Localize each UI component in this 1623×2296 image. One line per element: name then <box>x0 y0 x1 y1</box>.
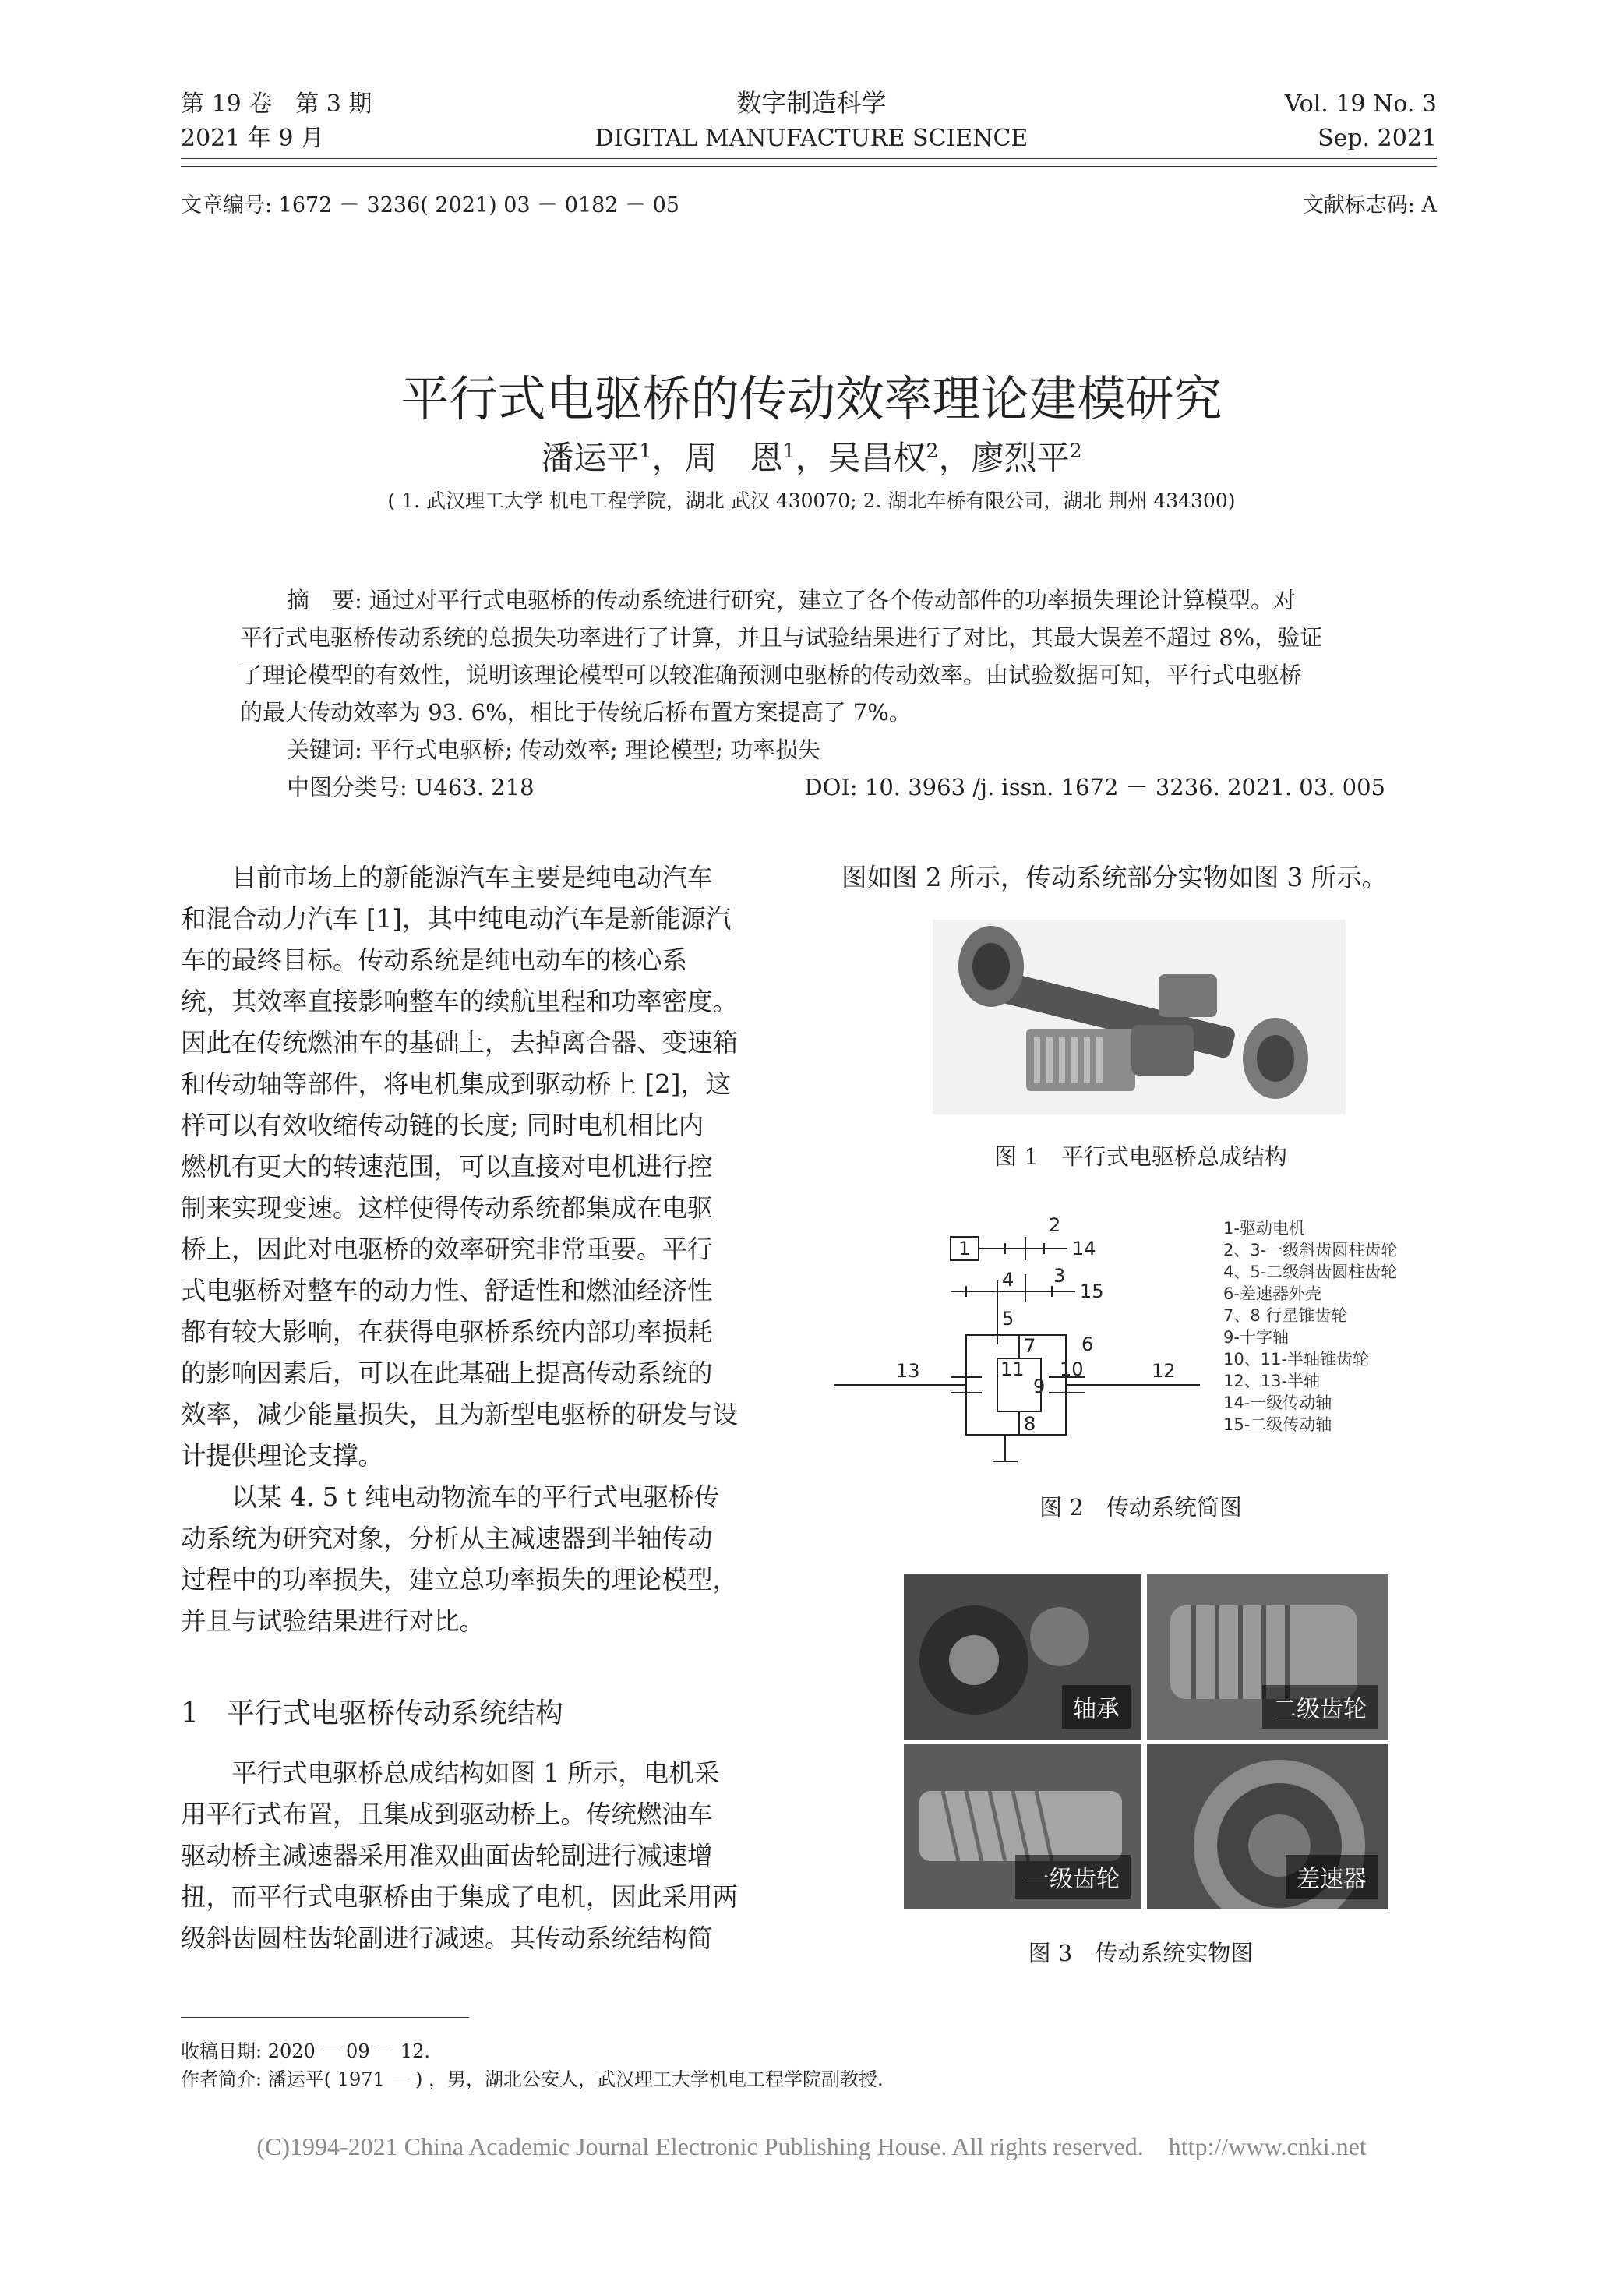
figure-1-caption: 图 1 平行式电驱桥总成结构 <box>994 1143 1287 1170</box>
footnote-rule <box>181 2017 469 2018</box>
body-line: 图如图 2 所示，传动系统部分实物如图 3 所示。 <box>841 863 1388 892</box>
legend-item: 6-差速器外壳 <box>1223 1284 1321 1303</box>
paper-title: 平行式电驱桥的传动效率理论建模研究 <box>400 370 1223 427</box>
section-heading: 1 平行式电驱桥传动系统结构 <box>181 1697 563 1729</box>
authors-line: 潘运平$^1$，周 恩$^1$，吴昌权$^2$，廖烈平$^2$ <box>541 439 1082 477</box>
header-volume: 第 19 卷 第 3 期 <box>181 90 372 118</box>
diagram-number: 8 <box>1024 1413 1036 1435</box>
journal-title-cn: 数字制造科学 <box>736 88 887 118</box>
article-number: 文章编号: 1672 － 3236( 2021) 03 － 0182 － 05 <box>181 193 679 217</box>
diagram-number: 10 <box>1060 1358 1084 1380</box>
author-bio: 作者简介: 潘运平( 1971 － ) ，男，湖北公安人，武汉理工大学机电工程学院副教授. <box>181 2068 884 2090</box>
legend-item: 12、13-半轴 <box>1223 1372 1321 1390</box>
diagram-number: 13 <box>896 1360 920 1382</box>
body-line: 级斜齿圆柱齿轮副进行减速。其传动系统结构简 <box>181 1923 713 1953</box>
clc-number: 中图分类号: U463. 218 <box>287 774 535 800</box>
abstract-line: 了理论模型的有效性，说明该理论模型可以较准确预测电驱桥的传动效率。由试验数据可知，平行式电驱桥 <box>240 662 1303 688</box>
figure-2-caption: 图 2 传动系统简图 <box>1039 1494 1242 1521</box>
figure-2-diagram <box>834 1212 1449 1469</box>
legend-item: 14-一级传动轴 <box>1223 1393 1332 1412</box>
author-name: 廖烈平 <box>971 439 1070 477</box>
doi: DOI: 10. 3963 /j. issn. 1672 － 3236. 2021. 03. 005 <box>804 774 1385 800</box>
body-line: 过程中的功率损失，建立总功率损失的理论模型， <box>181 1565 739 1595</box>
photo-label: 一级齿轮 <box>1015 1855 1131 1899</box>
document-code: 文献标志码: A <box>1302 193 1437 217</box>
header-date-en: Sep. 2021 <box>1318 125 1437 152</box>
body-line: 并且与试验结果进行对比。 <box>181 1606 485 1636</box>
intro-paragraphs <box>181 857 782 1642</box>
copyright-notice: (C)1994-2021 China Academic Journal Electronic Publishing House. All rights reserved. http://www.cnki.net <box>256 2132 1367 2160</box>
body-line: 统，其效率直接影响整车的续航里程和功率密度。 <box>181 987 739 1016</box>
legend-item: 4、5-二级斜齿圆柱齿轮 <box>1223 1263 1398 1281</box>
abstract-line: 的最大传动效率为 93. 6%，相比于传统后桥布置方案提高了 7%。 <box>240 699 912 726</box>
body-line: 平行式电驱桥总成结构如图 1 所示，电机采 <box>231 1758 720 1788</box>
legend-item: 2、3-一级斜齿圆柱齿轮 <box>1223 1241 1398 1259</box>
diagram-number: 5 <box>1002 1308 1014 1330</box>
photo-label: 二级齿轮 <box>1262 1685 1378 1729</box>
diagram-number: 2 <box>1049 1214 1061 1236</box>
photo-label: 轴承 <box>1062 1685 1131 1729</box>
body-line: 驱动桥主减速器采用准双曲面齿轮副进行减速增 <box>181 1841 713 1870</box>
body-line: 燃机有更大的转速范围，可以直接对电机进行控 <box>181 1152 713 1182</box>
body-line: 用平行式布置，且集成到驱动桥上。传统燃油车 <box>181 1800 713 1829</box>
photo-label: 差速器 <box>1286 1855 1378 1899</box>
diagram-number: 4 <box>1002 1269 1014 1291</box>
body-line: 以某 4. 5 t 纯电动物流车的平行式电驱桥传 <box>231 1482 720 1512</box>
body-line: 扭，而平行式电驱桥由于集成了电机，因此采用两 <box>181 1882 739 1912</box>
diagram-number: 9 <box>1033 1376 1046 1397</box>
legend-item: 10、11-半轴锥齿轮 <box>1223 1350 1370 1369</box>
body-line: 车的最终目标。传动系统是纯电动车的核心系 <box>181 945 688 975</box>
diagram-number: 15 <box>1080 1280 1104 1302</box>
diagram-number: 1 <box>958 1238 971 1259</box>
abstract-line: 摘 要: 通过对平行式电驱桥的传动系统进行研究，建立了各个传动部件的功率损失理论计算模型。对 <box>287 587 1296 613</box>
figure-1-image <box>933 920 1346 1114</box>
affiliations: ( 1. 武汉理工大学 机电工程学院，湖北 武汉 430070; 2. 湖北车桥有限公司，湖北 荆州 434300) <box>387 489 1236 512</box>
journal-title-en: DIGITAL MANUFACTURE SCIENCE <box>595 125 1028 152</box>
diagram-number: 12 <box>1152 1360 1176 1382</box>
body-line: 计提供理论支撑。 <box>181 1441 384 1471</box>
legend-item: 15-二级传动轴 <box>1223 1415 1332 1434</box>
received-date: 收稿日期: 2020 － 09 － 12. <box>181 2040 431 2062</box>
body-line: 和混合动力汽车 [1]，其中纯电动汽车是新能源汽 <box>181 904 732 934</box>
diagram-number: 3 <box>1053 1265 1066 1287</box>
diagram-number: 14 <box>1072 1238 1096 1259</box>
header-rule <box>181 158 1437 167</box>
body-line: 目前市场上的新能源汽车主要是纯电动汽车 <box>231 863 713 892</box>
body-line: 桥上，因此对电驱桥的效率研究非常重要。平行 <box>181 1235 713 1264</box>
body-line: 都有较大影响，在获得电驱桥系统内部功率损耗 <box>181 1317 713 1347</box>
author-name: 潘运平 <box>541 439 640 477</box>
author-name: 周 恩 <box>684 439 783 477</box>
author-name: 吴昌权 <box>827 439 926 477</box>
diagram-number: 6 <box>1081 1333 1094 1355</box>
body-line: 动系统为研究对象，分析从主减速器到半轴传动 <box>181 1524 713 1553</box>
diagram-number: 11 <box>1000 1358 1025 1380</box>
section-paragraph <box>181 1753 782 1959</box>
body-line: 和传动轴等部件，将电机集成到驱动桥上 [2]，这 <box>181 1069 732 1099</box>
legend-item: 1-驱动电机 <box>1223 1219 1305 1238</box>
figure-3-caption: 图 3 传动系统实物图 <box>1028 1940 1254 1966</box>
legend-item: 9-十字轴 <box>1223 1328 1289 1347</box>
figure-3-image <box>904 1574 1388 1909</box>
diagram-number: 7 <box>1024 1335 1036 1357</box>
body-line: 效率，减少能量损失，且为新型电驱桥的研发与设 <box>181 1400 739 1429</box>
body-line: 样可以有效收缩传动链的长度; 同时电机相比内 <box>181 1111 704 1140</box>
header-volume-en: Vol. 19 No. 3 <box>1284 90 1437 118</box>
legend-item: 7、8 行星锥齿轮 <box>1223 1306 1348 1325</box>
header-date-cn: 2021 年 9 月 <box>181 125 325 152</box>
body-line: 因此在传统燃油车的基础上，去掉离合器、变速箱 <box>181 1028 739 1058</box>
abstract <box>240 581 1385 806</box>
body-line: 的影响因素后，可以在此基础上提高传动系统的 <box>181 1358 713 1388</box>
body-line: 制来实现变速。这样使得传动系统都集成在电驱 <box>181 1193 713 1223</box>
keywords: 关键词: 平行式电驱桥; 传动效率; 理论模型; 功率损失 <box>287 736 820 763</box>
body-line: 式电驱桥对整车的动力性、舒适性和燃油经济性 <box>181 1276 713 1305</box>
abstract-line: 平行式电驱桥传动系统的总损失功率进行了计算，并且与试验结果进行了对比，其最大误差不超过 8%，验证 <box>240 624 1323 651</box>
